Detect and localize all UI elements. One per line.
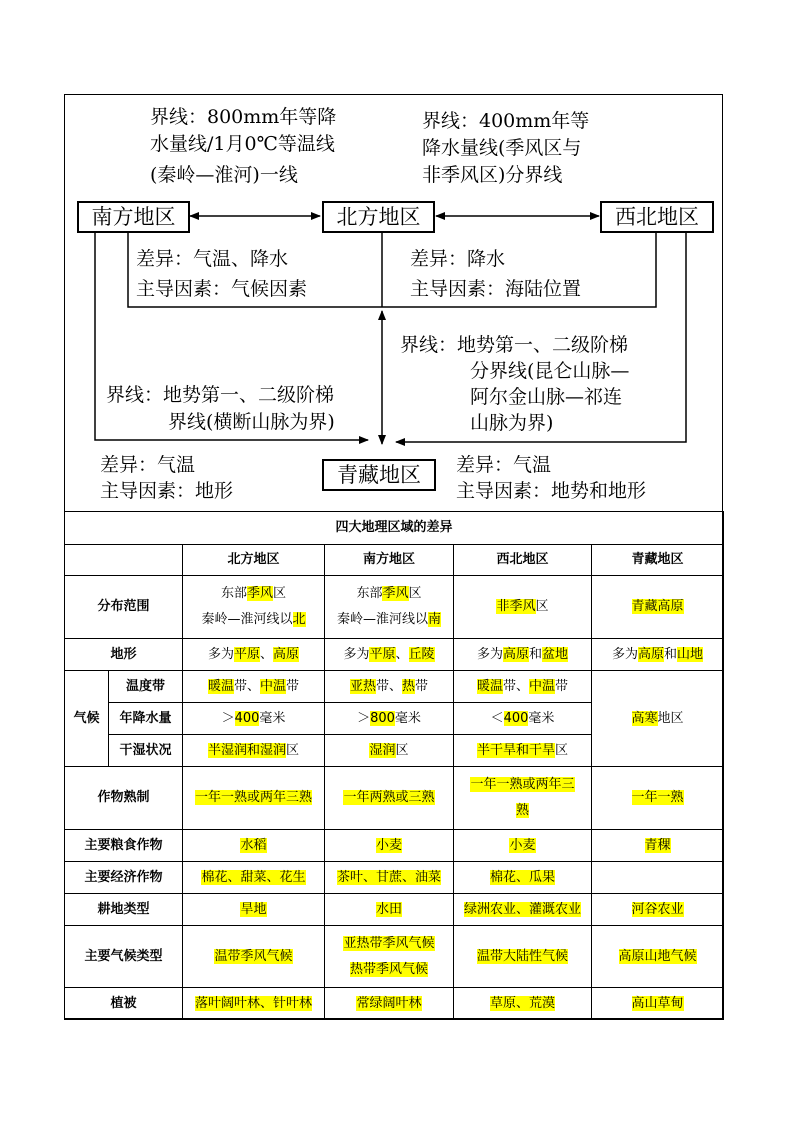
row-label-climate-type: 主要气候类型	[65, 926, 183, 988]
terrain-tibet: 多为高原和山地	[592, 639, 724, 671]
row-label-crop-system: 作物熟制	[65, 767, 183, 830]
diff-north-northwest-text: 差异：降水 主导因素：海陆位置	[410, 248, 582, 300]
precip-northwest: ＜400毫米	[454, 703, 592, 735]
crop-system-north: 一年一熟或两年三熟	[183, 767, 325, 830]
terrain-south: 多为平原、丘陵	[325, 639, 454, 671]
grain-tibet: 青稞	[592, 830, 724, 862]
row-label-farmland: 耕地类型	[65, 894, 183, 926]
diff-northwest-tibet-text: 差异：气温 主导因素：地势和地形	[456, 454, 647, 502]
distribution-tibet: 青藏高原	[592, 576, 724, 639]
region-tibet-box: 青藏地区	[322, 459, 436, 491]
row-label-grain: 主要粮食作物	[65, 830, 183, 862]
climate-type-north: 温带季风气候	[183, 926, 325, 988]
climate-tibet: 高寒地区	[592, 671, 724, 767]
cash-crops-northwest: 棉花、瓜果	[454, 862, 592, 894]
grain-south: 小麦	[325, 830, 454, 862]
boundary-south-tibet-text: 界线：地势第一、二级阶梯 界线(横断山脉为界)	[106, 384, 335, 433]
row-label-cash-crops: 主要经济作物	[65, 862, 183, 894]
vegetation-tibet: 高山草甸	[592, 988, 724, 1020]
header-tibet: 青藏地区	[592, 545, 724, 576]
temp-northwest: 暖温带、中温带	[454, 671, 592, 703]
diff-north-south-text: 差异：气温、降水 主导因素：气候因素	[136, 248, 308, 300]
header-blank	[65, 545, 183, 576]
boundary-north-south-text: 界线：800mm年等降 水量线/1月0℃等温线 (秦岭—淮河)一线	[150, 106, 337, 186]
table-title: 四大地理区域的差异	[65, 512, 724, 545]
cash-crops-south: 茶叶、甘蔗、油菜	[325, 862, 454, 894]
farmland-northwest: 绿洲农业、灌溉农业	[454, 894, 592, 926]
cash-crops-north: 棉花、甜菜、花生	[183, 862, 325, 894]
region-differences-table	[64, 511, 724, 1020]
header-northwest: 西北地区	[454, 545, 592, 576]
farmland-south: 水田	[325, 894, 454, 926]
distribution-northwest: 非季风区	[454, 576, 592, 639]
region-northwest-box: 西北地区	[600, 201, 714, 233]
temp-south: 亚热带、热带	[325, 671, 454, 703]
moisture-northwest: 半干旱和干旱区	[454, 735, 592, 767]
precip-north: ＞400毫米	[183, 703, 325, 735]
region-south-box: 南方地区	[77, 201, 190, 233]
vegetation-north: 落叶阔叶林、针叶林	[183, 988, 325, 1020]
region-relationship-diagram	[64, 94, 723, 511]
row-label-vegetation: 植被	[65, 988, 183, 1020]
farmland-north: 旱地	[183, 894, 325, 926]
grain-north: 水稻	[183, 830, 325, 862]
row-label-precipitation: 年降水量	[109, 703, 183, 735]
crop-system-south: 一年两熟或三熟	[325, 767, 454, 830]
climate-type-south: 亚热带季风气候 热带季风气候	[325, 926, 454, 988]
distribution-south: 东部季风区 秦岭—淮河线以南	[325, 576, 454, 639]
climate-type-northwest: 温带大陆性气候	[454, 926, 592, 988]
moisture-north: 半湿润和湿润区	[183, 735, 325, 767]
row-label-moisture: 干湿状况	[109, 735, 183, 767]
farmland-tibet: 河谷农业	[592, 894, 724, 926]
distribution-north: 东部季风区 秦岭—淮河线以北	[183, 576, 325, 639]
vegetation-northwest: 草原、荒漠	[454, 988, 592, 1020]
row-label-distribution: 分布范围	[65, 576, 183, 639]
diff-south-tibet-text: 差异：气温 主导因素：地形	[100, 454, 234, 502]
boundary-northwest-tibet-text: 界线：地势第一、二级阶梯 分界线(昆仑山脉— 阿尔金山脉—祁连 山脉为界)	[400, 334, 630, 434]
row-label-climate: 气候	[65, 671, 109, 767]
header-north: 北方地区	[183, 545, 325, 576]
terrain-north: 多为平原、高原	[183, 639, 325, 671]
region-north-box: 北方地区	[322, 201, 435, 233]
boundary-north-northwest-text: 界线：400mm年等 降水量线(季风区与 非季风区)分界线	[422, 110, 590, 186]
cash-crops-tibet	[592, 862, 724, 894]
grain-northwest: 小麦	[454, 830, 592, 862]
crop-system-tibet: 一年一熟	[592, 767, 724, 830]
row-label-temp-belt: 温度带	[109, 671, 183, 703]
precip-south: ＞800毫米	[325, 703, 454, 735]
vegetation-south: 常绿阔叶林	[325, 988, 454, 1020]
temp-north: 暖温带、中温带	[183, 671, 325, 703]
climate-type-tibet: 高原山地气候	[592, 926, 724, 988]
crop-system-northwest: 一年一熟或两年三 熟	[454, 767, 592, 830]
moisture-south: 湿润区	[325, 735, 454, 767]
header-south: 南方地区	[325, 545, 454, 576]
terrain-northwest: 多为高原和盆地	[454, 639, 592, 671]
row-label-terrain: 地形	[65, 639, 183, 671]
